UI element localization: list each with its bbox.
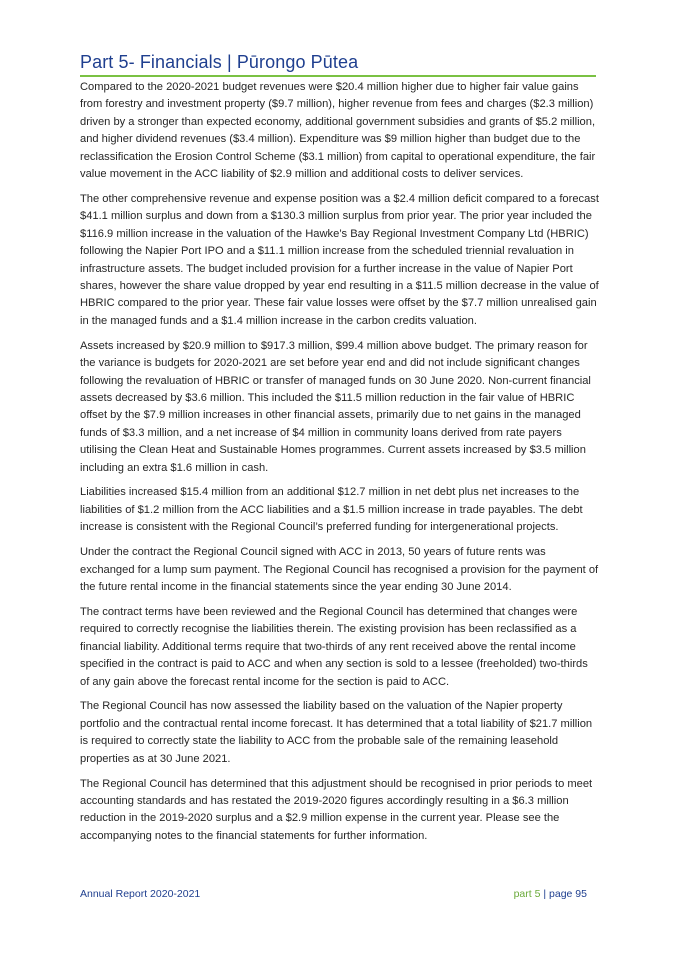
footer-page-number: page 95 bbox=[549, 888, 587, 900]
paragraph-comprehensive-revenue: The other comprehensive revenue and expense position was a $2.4 million deficit compared to a forecast $41.1 million surplus and down from a $130.3 million surplus from prior year. The prior year included the $116.9 million increase in the valuation of the Hawke’s Bay Regional Investment Company Ltd (HBRIC) following the Napier Port IPO and a $11.1 million increase from the scheduled triennial revaluation in infrastructure assets. The budget included provision for a further increase in the value of Napier Port shares, however the share value dropped by year end resulting in a $11.5 million decrease in the value of HBRIC compared to the prior year. These fair value losses were offset by the $7.7 million unrealised gain in the managed funds and a $1.4 million increase in the carbon credits valuation. bbox=[80, 192, 599, 327]
footer-page-info bbox=[514, 888, 587, 900]
paragraph-liabilities: Liabilities increased $15.4 million from an additional $12.7 million in net debt plus net increases to the liabilities of $1.2 million from the ACC liabilities and a $1.5 million increase in trade payables. The debt increase is consistent with the Regional Council’s preferred funding for intergenerational projects. bbox=[80, 486, 583, 534]
title-underline bbox=[80, 75, 596, 77]
footer-separator: | bbox=[543, 888, 547, 900]
paragraph-acc-contract: Under the contract the Regional Council signed with ACC in 2013, 50 years of future rents was exchanged for a lump sum payment. The Regional Council has recognised a provision for the payment of the future rental income in the financial statements since the year ending 30 June 2014. bbox=[80, 546, 599, 593]
paragraph-revenue: Compared to the 2020-2021 budget revenues were $20.4 million higher due to higher fair value gains from forestry and investment property ($9.7 million), higher revenue from fees and charges ($2.3 million) driven by a stronger than expected economy, additional government subsidies and grants of $5.2 million, and higher dividend revenues ($3.4 million). Expenditure was $9 million higher than budget due to the reclassification the Erosion Control Scheme ($3.1 million) from capital to operational expenditure, the fair value movement in the ACC liability of $2.9 million and additional costs to deliver services. bbox=[80, 81, 596, 181]
page-title: Part 5- Financials | Pūrongo Pūtea bbox=[80, 52, 359, 72]
paragraph-liability-assessment: The Regional Council has now assessed the liability based on the valuation of the Napier property portfolio and the contractual rental income forecast. It has determined that a total liability of $21.7 million is required to correctly state the liability to ACC from the probable sale of the remaining leasehold properties as at 30 June 2021. bbox=[80, 700, 593, 765]
paragraph-contract-terms: The contract terms have been reviewed and the Regional Council has determined that changes were required to correctly recognise the liabilities therein. The existing provision has been reclassified as a financial liability. Additional terms require that two-thirds of any rent received above the rental income specified in the contract is paid to ACC and when any section is sold to a lessee (freeholded) two-thirds of any gain above the forecast rental income for the section is paid to ACC. bbox=[80, 605, 588, 688]
footer-part: part 5 bbox=[513, 888, 541, 900]
paragraph-restatement: The Regional Council has determined that this adjustment should be recognised in prior periods to meet accounting standards and has restated the 2019-2020 figures accordingly resulting in a $6.3 million reduction in the 2019-2020 surplus and a $2.9 million expense in the current year. Please see the accompanying notes to the financial statements for further information. bbox=[80, 777, 593, 842]
paragraph-assets: Assets increased by $20.9 million to $917.3 million, $99.4 million above budget. The primary reason for the variance is budgets for 2020-2021 are set before year end and did not include significant changes following the revaluation of HBRIC or transfer of managed funds on 30 June 2020. Non-current financial assets decreased by $3.6 million. This included the $11.5 million reduction in the fair value of HBRIC offset by the $7.9 million increases in other financial assets, primarily due to net gains in the managed funds of $3.3 million, and a net increase of $4 million in community loans derived from rate payers utilising the Clean Heat and Sustainable Homes programmes. Current assets increased by $3.5 million including an extra $1.6 million in cash. bbox=[80, 339, 591, 474]
body-text bbox=[80, 79, 600, 853]
footer-report-title: Annual Report 2020-2021 bbox=[80, 888, 201, 900]
